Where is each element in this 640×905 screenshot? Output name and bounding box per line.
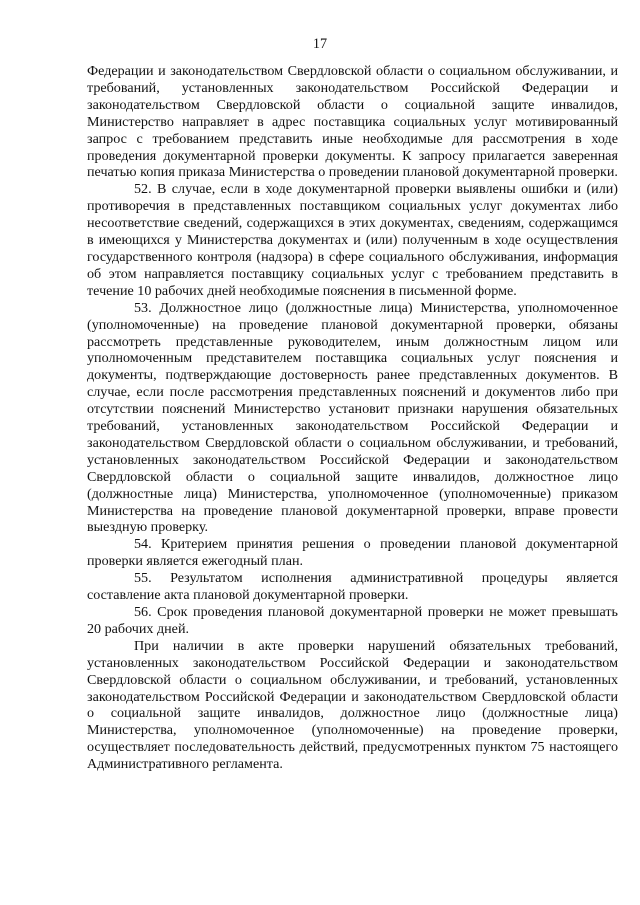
paragraph-56-continued: При наличии в акте проверки нарушений обязательных требований, установленных законодательством Российской Федерации и законодательством Свердловской области о социальном обслуживании, и требований, установленных законодательством Российской Федерации и законодательством Свердловской области о социальной защите инвалидов, должностное лицо (должностные лица) Министерства, уполномоченное (уполномоченные) на проведение проверки, осуществляет последовательность действий, предусмотренных пунктом 75 настоящего Административного регламента. — [87, 637, 618, 773]
paragraph-54: 54. Критерием принятия решения о проведении плановой документарной проверки является ежегодный план. — [87, 536, 618, 570]
page-number: 17 — [312, 36, 328, 52]
document-body — [87, 63, 618, 773]
paragraph-56: 56. Срок проведения плановой документарной проверки не может превышать 20 рабочих дней. — [87, 604, 618, 637]
paragraph-52: 52. В случае, если в ходе документарной проверки выявлены ошибки и (или) противоречия в представленных поставщиком социальных услуг документах либо несоответствие сведений, содержащихся в этих документах, сведениям, содержащимся в имеющихся у Министерства документах и (или) полученным в ходе осуществления государственного контроля (надзора) в сфере социального обслуживания, информация об этом направляется поставщику социальных услуг с требованием представить в течение 10 рабочих дней необходимые пояснения в письменной форме. — [87, 181, 618, 299]
paragraph-53: 53. Должностное лицо (должностные лица) Министерства, уполномоченное (уполномоченные) на проведение плановой документарной проверки, обязаны рассмотреть представленные руководителем, иным должностным лицом или уполномоченным представителем поставщика социальных услуг пояснения и документы, подтверждающие достоверность ранее представленных документов. В случае, если после рассмотрения представленных пояснений и документов либо при отсутствии пояснений Министерство установит признаки нарушения обязательных требований, установленных законодательством Российской Федерации и законодательством Свердловской области о социальном обслуживании, и требований, установленных законодательством Российской Федерации и законодательством Свердловской области о социальной защите инвалидов, должностное лицо (должностные лица) Министерства, уполномоченное (уполномоченные) приказом Министерства на проведение плановой документарной проверки, вправе провести выездную проверку. — [87, 299, 618, 536]
paragraph-continuation: Федерации и законодательством Свердловской области о социальном обслуживании, и требований, установленных законодательством Российской Федерации и законодательством Свердловской области о социальной защите инвалидов, Министерство направляет в адрес поставщика социальных услуг мотивированный запрос с требованием представить иные необходимые для рассмотрения в ходе проведения документарной проверки документы. К запросу прилагается заверенная печатью копия приказа Министерства о проведении плановой документарной проверки. — [87, 63, 618, 181]
paragraph-55: 55. Результатом исполнения административной процедуры является составление акта плановой документарной проверки. — [87, 570, 618, 604]
